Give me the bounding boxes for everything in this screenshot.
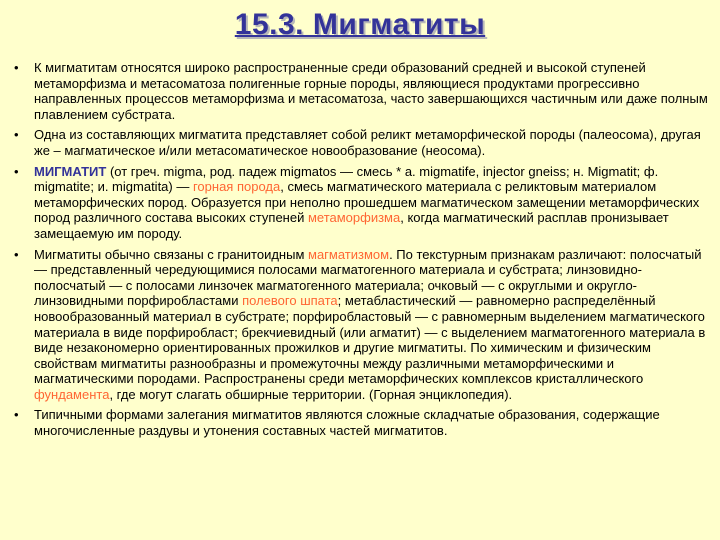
paragraph-text: Типичными формами залегания мигматитов являются сложные складчатые образования, содержащие многочисленные раздувы и утонения составных частей мигматитов. [34, 407, 660, 439]
bullet-item [12, 247, 712, 403]
term-link[interactable]: магматизмом [308, 246, 390, 262]
bullet-item [12, 127, 712, 158]
bullet-item [12, 164, 712, 242]
term-link[interactable]: фундамента [34, 386, 110, 402]
bullet-icon: • [14, 407, 19, 423]
paragraph-text: К мигматитам относятся широко распространенные среди образований средней и высокой ступеней метаморфизма и метасоматоза полигенные горные породы, являющиеся продуктами прогрессивно направленных процессов метаморфизма и метасоматоза, часто завершающихся частичным или даже полным плавлением субстрата. [34, 60, 708, 122]
paragraph-text: . По текстурным признакам различают: полосчатый — представленный чередующимися полосами магматогенного материала и субстрата; линзовидно-полосчатый — с полосами линзочек магматогенного материала; очковый — с округлыми и округло-линзовидными порфиробластами [34, 246, 702, 309]
bullet-item [12, 60, 712, 122]
bullet-list [12, 60, 712, 444]
bullet-icon: • [14, 127, 19, 143]
term-link[interactable]: метаморфизма [307, 210, 401, 226]
paragraph-text: (от греч. migma, род. падеж migmatos — смесь * a. migmatife, injector gneiss; н. Migmatit; ф. migmatite; и. migmatita) — [34, 163, 659, 195]
paragraph-text: Одна из составляющих мигматита представляет собой реликт метаморфической породы (палеосома), другая же – магматическое и/или метасоматическое новообразование (неосома). [34, 127, 701, 158]
paragraph-text: ; метабластический — равномерно распределённый новообразованный материал в субстрате; порфиробластовый — с равномерным выделением магматического материала в виде порфиробласт; брекчиевидный (или агматит) — с выделением магматогенного материала в виде незакономерно ориентированных прожилков и другие мигматиты. По химическим и физическим свойствам мигматиты разнообразны и промежуточны между различными метаморфическими и магматическими породами. Распространены среди метаморфических комплексов кристаллического [34, 293, 706, 387]
paragraph-text: , когда магматический расплав пронизывает замещаемую им породу. [34, 210, 669, 241]
paragraph-text: , смесь магматического материала с реликтовым материалом метаморфических пород. Образуется при неполно прошедшем магматическом замещении метаморфических пород различного состава высоких ступеней [34, 179, 700, 226]
paragraph-text: Мигматиты обычно связаны с гранитоидным [34, 246, 308, 262]
term-link[interactable]: горная порода [192, 179, 281, 195]
defined-term: МИГМАТИТ [34, 163, 107, 179]
page-title: 15.3. Мигматиты [234, 8, 486, 41]
paragraph-text: , где могут слагать обширные территории. (Горная энциклопедия). [109, 386, 513, 402]
bullet-icon: • [14, 246, 19, 262]
bullet-icon: • [14, 60, 19, 75]
term-link[interactable]: полевого шпата [242, 293, 338, 309]
bullet-icon: • [14, 163, 19, 179]
bullet-item [12, 407, 712, 438]
